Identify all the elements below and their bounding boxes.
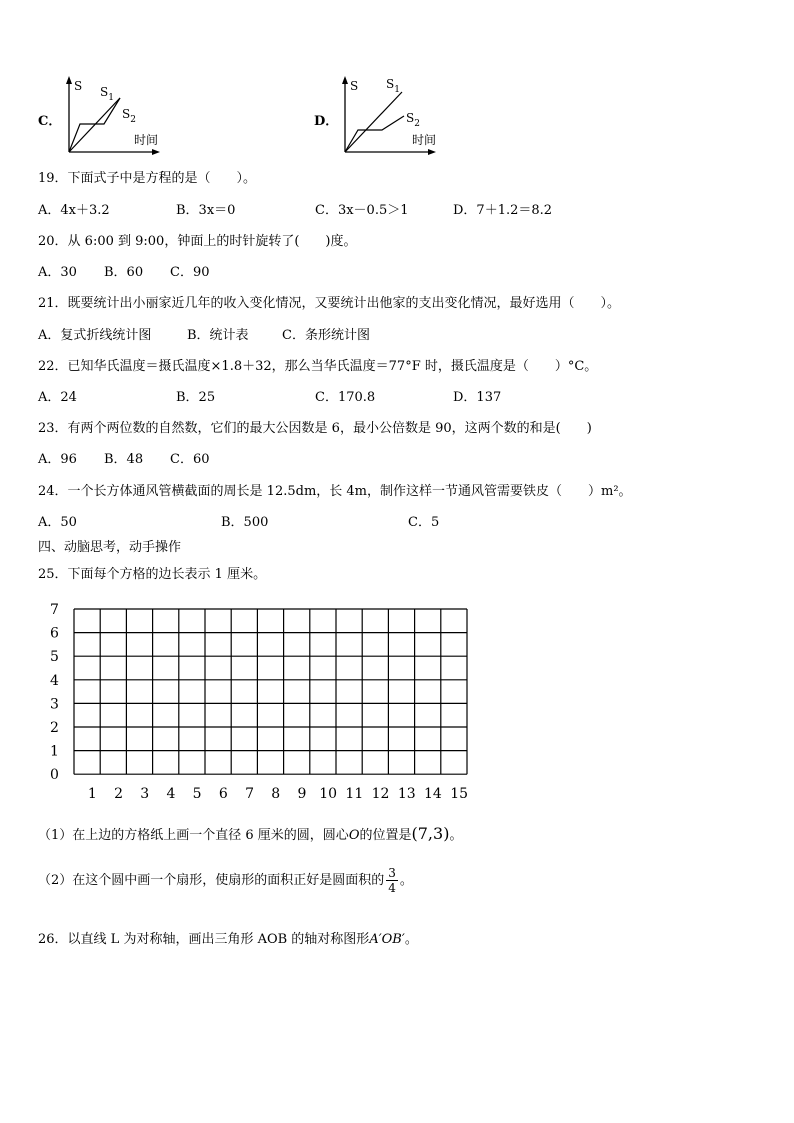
q23-option-b[interactable]: B．48 bbox=[104, 452, 144, 467]
grid-x-label: 9 bbox=[297, 786, 307, 803]
grid-x-labels bbox=[88, 786, 468, 802]
graph-c-y-arrow bbox=[66, 76, 72, 84]
q22-option-c[interactable]: C．170.8 bbox=[315, 390, 376, 405]
grid-y-label: 3 bbox=[50, 696, 59, 713]
q20-option-a[interactable]: A．30 bbox=[38, 265, 77, 280]
grid-y-label: 2 bbox=[50, 720, 59, 736]
grid-y-label: 0 bbox=[50, 767, 59, 784]
q19-option-b[interactable]: B．3x＝0 bbox=[176, 203, 236, 218]
fraction-three-quarters: $\frac{3}{4}$ bbox=[388, 866, 396, 895]
grid-lines bbox=[74, 609, 467, 774]
grid-x-label: 1 bbox=[87, 786, 97, 803]
q25-sub2: （2）在这个圆中画一个扇形，使扇形的面积正好是圆面积的 $\frac{3}{4}$ 。 bbox=[38, 866, 413, 895]
grid-y-label: 1 bbox=[50, 743, 59, 760]
q22-option-d[interactable]: D．137 bbox=[453, 390, 502, 405]
grid-x-label: 3 bbox=[140, 786, 150, 803]
option-c-label: C． bbox=[38, 114, 62, 129]
grid-x-label: 6 bbox=[218, 786, 228, 803]
q22-option-b[interactable]: B．25 bbox=[176, 390, 216, 405]
q21-option-a[interactable]: A．复式折线统计图 bbox=[38, 328, 152, 343]
graph-c-diagram bbox=[60, 72, 170, 162]
center-o-var: O bbox=[348, 828, 360, 843]
grid-paper bbox=[40, 598, 490, 804]
grid-x-label: 10 bbox=[319, 786, 338, 803]
q23-option-c[interactable]: C．60 bbox=[170, 452, 210, 467]
q24-option-b[interactable]: B．500 bbox=[221, 515, 269, 530]
graph-d-x-arrow bbox=[428, 149, 436, 155]
grid-x-label: 15 bbox=[450, 786, 469, 803]
q26-text: 26．以直线 L 为对称轴，画出三角形 AOB 的轴对称图形A′OB′。 bbox=[38, 932, 418, 947]
q24-text: 24．一个长方体通风管横截面的周长是 12.5dm，长 4m，制作这样一节通风管需要铁皮（ ）m²。 bbox=[38, 484, 632, 499]
q19-option-c[interactable]: C．3x－0.5＞1 bbox=[315, 203, 409, 218]
graph-d-s1-line bbox=[345, 92, 402, 152]
grid-x-label: 5 bbox=[192, 786, 202, 803]
graph-d-diagram bbox=[336, 72, 446, 162]
grid-x-label: 12 bbox=[371, 786, 390, 803]
grid-y-label: 5 bbox=[50, 649, 59, 666]
q24-option-a[interactable]: A．50 bbox=[38, 515, 77, 530]
graph-d-y-arrow bbox=[342, 76, 348, 84]
q23-text: 23．有两个两位数的自然数，它们的最大公因数是 6，最小公倍数是 90，这两个数的和是( ) bbox=[38, 421, 592, 436]
graph-d-s-label: S bbox=[350, 79, 359, 93]
grid-x-label: 8 bbox=[271, 786, 281, 803]
option-d-label: D． bbox=[314, 114, 339, 129]
q23-option-a[interactable]: A．96 bbox=[38, 452, 77, 467]
q19-text: 19．下面式子中是方程的是（ ）。 bbox=[38, 171, 257, 186]
q21-text: 21．既要统计出小丽家近几年的收入变化情况，又要统计出他家的支出变化情况，最好选用（ ）。 bbox=[38, 296, 621, 311]
svg-text:S2: $S_2$ bbox=[122, 107, 136, 125]
grid-x-label: 4 bbox=[166, 786, 176, 803]
graph-c-s2-line bbox=[69, 98, 120, 152]
grid-y-labels bbox=[50, 602, 59, 783]
q25-sub1: （1）在上边的方格纸上画一个直径 6 厘米的圆，圆心O的位置是(7,3)。 bbox=[38, 824, 463, 843]
svg-text:S2: $S_2$ bbox=[406, 111, 420, 129]
section-heading: 四、动脑思考，动手操作 bbox=[38, 540, 182, 555]
q24-option-c[interactable]: C．5 bbox=[408, 515, 440, 530]
grid-x-label: 11 bbox=[345, 786, 364, 803]
q21-option-c[interactable]: C．条形统计图 bbox=[282, 328, 370, 343]
svg-text:S1: $S_1$ bbox=[100, 85, 114, 103]
center-coord: (7,3) bbox=[411, 824, 450, 843]
reflected-figure-name: A′OB′ bbox=[369, 932, 405, 947]
q20-option-c[interactable]: C．90 bbox=[170, 265, 210, 280]
q21-option-b[interactable]: B．统计表 bbox=[187, 328, 249, 343]
graph-c-time-label: 时间 bbox=[134, 133, 159, 147]
grid-y-label: 6 bbox=[50, 625, 59, 642]
grid-x-label: 2 bbox=[114, 786, 124, 803]
graph-c-s-label: S bbox=[74, 79, 83, 93]
q19-option-d[interactable]: D．7＋1.2＝8.2 bbox=[453, 203, 553, 218]
grid-x-label: 7 bbox=[245, 786, 255, 803]
q20-option-b[interactable]: B．60 bbox=[104, 265, 144, 280]
grid-y-label: 4 bbox=[50, 672, 59, 689]
svg-text:S1: $S_1$ bbox=[386, 77, 400, 95]
q19-option-a[interactable]: A．4x＋3.2 bbox=[38, 203, 110, 218]
q25-text: 25．下面每个方格的边长表示 1 厘米。 bbox=[38, 567, 267, 582]
grid-y-label: 7 bbox=[50, 602, 59, 618]
grid-x-label: 13 bbox=[397, 786, 416, 803]
grid-x-label: 14 bbox=[424, 786, 442, 803]
graph-c-x-arrow bbox=[152, 149, 160, 155]
q22-option-a[interactable]: A．24 bbox=[38, 390, 77, 405]
q20-text: 20．从 6:00 到 9:00，钟面上的时针旋转了( )度。 bbox=[38, 234, 357, 249]
q22-text: 22．已知华氏温度＝摄氏温度×1.8＋32，那么当华氏温度＝77°F 时，摄氏温度是（ ）°C。 bbox=[38, 359, 598, 374]
graph-d-time-label: 时间 bbox=[412, 133, 437, 147]
